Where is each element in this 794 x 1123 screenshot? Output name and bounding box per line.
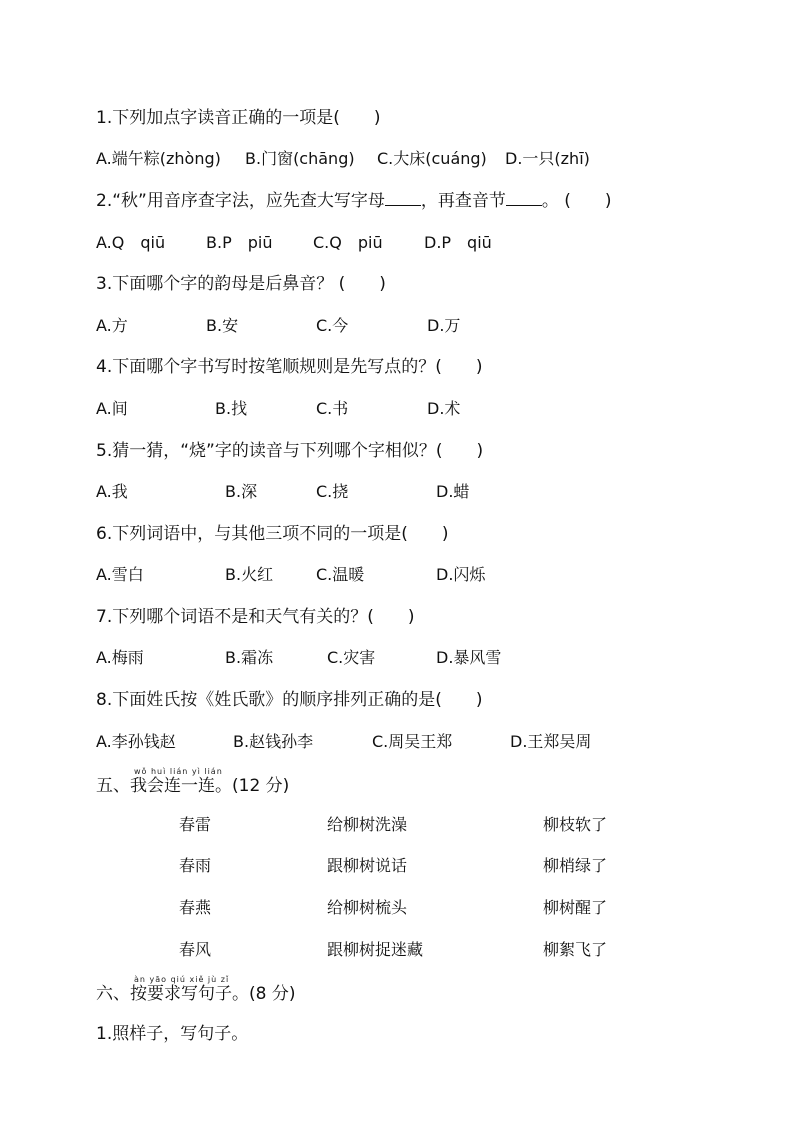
option-d[interactable]: D.术 — [427, 399, 461, 418]
option-a[interactable]: A.李孙钱赵 — [96, 732, 176, 751]
section-6-title: 六、按要求写句子。(8 分) — [96, 984, 296, 1004]
question-text: 3.下面哪个字的韵母是后鼻音？ ( ) — [96, 274, 386, 294]
match-item-middle[interactable]: 跟柳树说话 — [327, 856, 408, 875]
option-b[interactable]: B.门窗(chāng) — [245, 149, 355, 168]
option-c[interactable]: C.Q piū — [313, 233, 383, 252]
question-text: 6.下列词语中，与其他三项不同的一项是( ) — [96, 524, 449, 544]
option-b[interactable]: B.安 — [206, 316, 239, 335]
option-c[interactable]: C.大床(cuáng) — [377, 149, 487, 168]
question-8 — [96, 689, 482, 711]
question-6 — [96, 523, 448, 545]
match-item-right[interactable]: 柳梢绿了 — [543, 856, 608, 875]
match-item-middle[interactable]: 跟柳树捉迷藏 — [327, 940, 424, 959]
option-d[interactable]: D.闪烁 — [436, 565, 486, 584]
option-a[interactable]: A.我 — [96, 482, 128, 501]
question-text: 1.下列加点字读音正确的一项是( ) — [96, 108, 381, 128]
option-a[interactable]: A.方 — [96, 316, 128, 335]
option-c[interactable]: C.灾害 — [327, 648, 376, 667]
option-a[interactable]: A.Q qiū — [96, 233, 166, 252]
option-d[interactable]: D.暴风雪 — [436, 648, 502, 667]
option-d[interactable]: D.一只(zhī) — [505, 149, 590, 168]
section-5-title: 五、我会连一连。(12 分) — [96, 776, 290, 796]
question-3 — [96, 273, 386, 295]
match-item-right[interactable]: 柳树醒了 — [543, 898, 608, 917]
question-text: 5.猜一猜，“烧”字的读音与下列哪个字相似？( ) — [96, 441, 484, 461]
question-text-mid: ，再查音节 — [420, 191, 506, 211]
match-item-left[interactable]: 春雷 — [179, 815, 212, 834]
question-7 — [96, 606, 414, 628]
match-item-right[interactable]: 柳枝软了 — [543, 815, 608, 834]
match-item-left[interactable]: 春燕 — [179, 898, 212, 917]
answer-blank[interactable] — [385, 191, 421, 206]
option-a[interactable]: A.梅雨 — [96, 648, 144, 667]
option-b[interactable]: B.赵钱孙李 — [233, 732, 314, 751]
question-1 — [96, 107, 380, 129]
question-text: 8.下面姓氏按《姓氏歌》的顺序排列正确的是( ) — [96, 690, 483, 710]
question-text: 2.“秋”用音序查字法，应先查大写字母 — [96, 191, 385, 211]
option-b[interactable]: B.找 — [215, 399, 248, 418]
question-text-end: 。 ( ) — [541, 191, 612, 211]
match-item-right[interactable]: 柳絮飞了 — [543, 940, 608, 959]
option-d[interactable]: D.王郑吴周 — [510, 732, 592, 751]
option-b[interactable]: B.深 — [225, 482, 258, 501]
match-item-middle[interactable]: 给柳树洗澡 — [327, 815, 408, 834]
match-item-left[interactable]: 春风 — [179, 940, 212, 959]
question-text: 7.下列哪个词语不是和天气有关的？( ) — [96, 607, 415, 627]
option-c[interactable]: C.挠 — [316, 482, 349, 501]
option-a[interactable]: A.雪白 — [96, 565, 144, 584]
option-c[interactable]: C.温暖 — [316, 565, 365, 584]
option-c[interactable]: C.书 — [316, 399, 349, 418]
section-5-pinyin: wǒ huì lián yì lián — [134, 767, 223, 776]
match-item-middle[interactable]: 给柳树梳头 — [327, 898, 408, 917]
section-6-item-1: 1.照样子，写句子。 — [96, 1024, 249, 1044]
option-a[interactable]: A.端午粽(zhòng) — [96, 149, 221, 168]
option-d[interactable]: D.P qiū — [424, 233, 492, 252]
option-b[interactable]: B.霜冻 — [225, 648, 274, 667]
option-c[interactable]: C.周吴王郑 — [372, 732, 453, 751]
question-5 — [96, 440, 483, 462]
option-d[interactable]: D.蜡 — [436, 482, 470, 501]
option-b[interactable]: B.火红 — [225, 565, 274, 584]
section-6-pinyin: àn yāo qiú xiě jù zǐ — [134, 975, 230, 984]
question-text: 4.下面哪个字书写时按笔顺规则是先写点的？( ) — [96, 357, 483, 377]
match-item-left[interactable]: 春雨 — [179, 856, 212, 875]
question-2 — [96, 190, 612, 212]
option-b[interactable]: B.P piū — [206, 233, 273, 252]
option-a[interactable]: A.间 — [96, 399, 128, 418]
answer-blank[interactable] — [506, 191, 542, 206]
question-4 — [96, 356, 482, 378]
option-d[interactable]: D.万 — [427, 316, 461, 335]
option-c[interactable]: C.今 — [316, 316, 349, 335]
